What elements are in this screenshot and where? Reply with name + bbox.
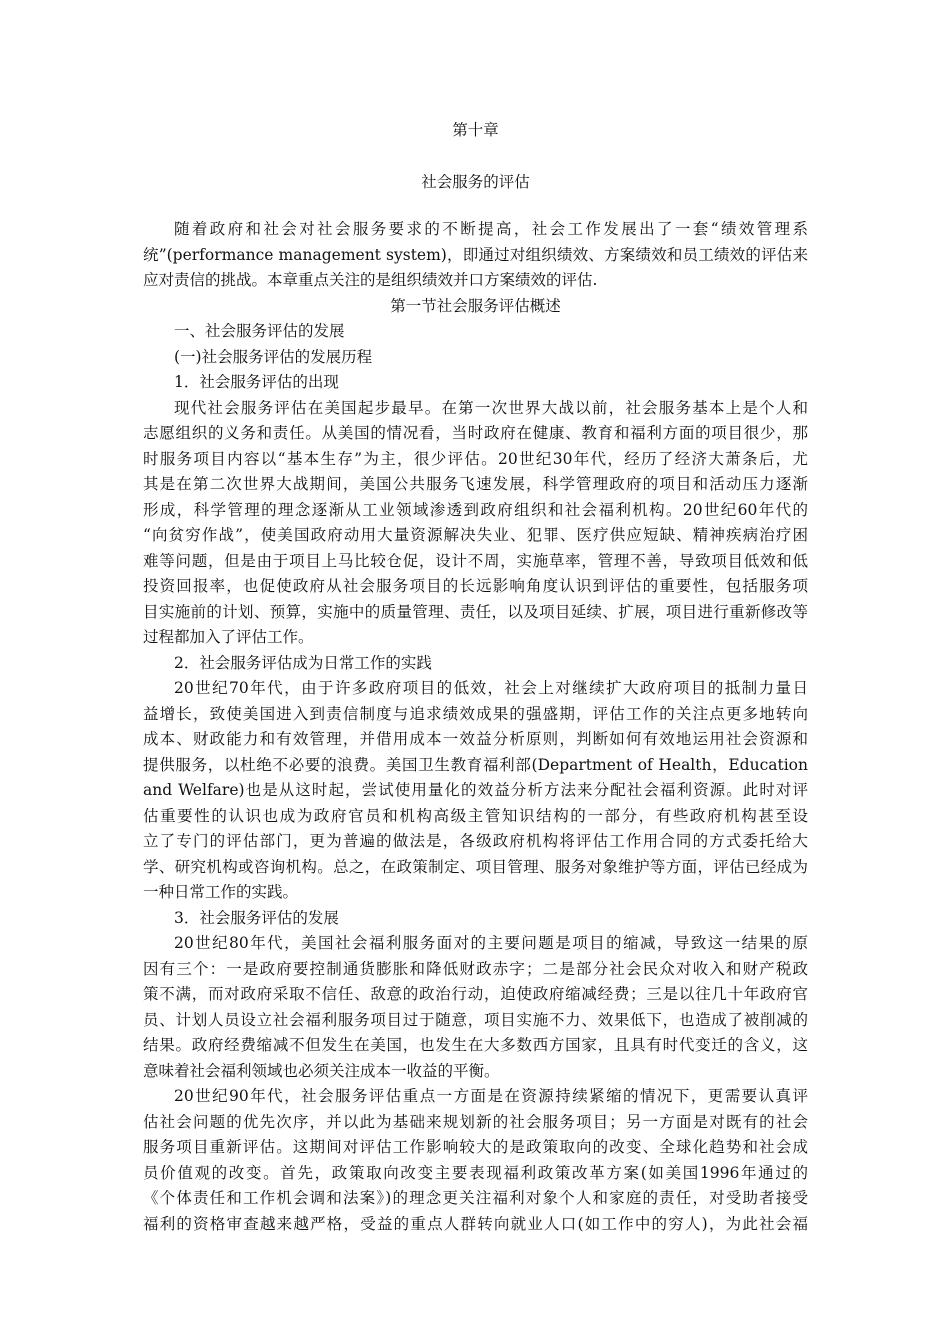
- paragraph-line: 员、计划人员设立社会福利服务项目过于随意，项目实施不力、效果低下，也造成了被削减的: [143, 1010, 808, 1029]
- heading-level-3: 2．社会服务评估成为日常工作的实践: [174, 653, 432, 672]
- paragraph-line: 益增长，致使美国进入到责信制度与追求绩效成果的强盛期，评估工作的关注点更多地转向: [143, 704, 808, 723]
- intro-line: 应对责信的挑战。本章重点关注的是组织绩效并口方案绩效的评估.: [143, 271, 598, 289]
- paragraph-line: 立了专门的评估部门，更为普遍的做法是，各级政府机构将评估工作用合同的方式委托给大: [143, 832, 808, 850]
- paragraph-line: 20世纪80年代，美国社会福利服务面对的主要问题是项目的缩减，导致这一结果的原: [174, 934, 808, 952]
- paragraph-line: “向贫穷作战”，使美国政府动用大量资源解决失业、犯罪、医疗供应短缺、精神疾病治疗困: [143, 526, 808, 544]
- body-paragraph: [143, 676, 808, 906]
- document-page: [143, 118, 808, 1237]
- paragraph-line: 员价值观的改变。首先，政策取向改变主要表现福利政策改革方案(如美国1996年通过的: [143, 1163, 808, 1182]
- chapter-label: 第十章: [452, 121, 499, 139]
- heading-level-1: 一、社会服务评估的发展: [174, 322, 345, 340]
- paragraph-line: 策不满，而对政府采取不信任、敌意的政治行动，迫使政府缩减经费；三是以往几十年政府官: [143, 985, 808, 1003]
- paragraph-line: 投资回报率，也促使政府从社会服务项目的长远影响角度认识到评估的重要性，包括服务项: [143, 577, 808, 595]
- heading-level-2: (一)社会服务评估的发展历程: [174, 347, 373, 366]
- intro-line: 统”(performance management system)，即通过对组织绩效、方案绩效和员工绩效的评估来: [143, 245, 808, 264]
- paragraph-line: 服务项目重新评估。这期间对评估工作影响较大的是政策取向的改变、全球化趋势和社会成: [143, 1138, 808, 1156]
- paragraph-line: 时服务项目内容以“基本生存”为主，很少评估。20世纪30年代，经历了经济大萧条后，尤: [143, 449, 808, 468]
- paragraph-line: 估重要性的认识也成为政府官员和机构高级主管知识结构的一部分，有些政府机构甚至设: [143, 806, 808, 825]
- paragraph-line: 20世纪70年代，由于许多政府项目的低效，社会上对继续扩大政府项目的抵制力量日: [174, 679, 808, 697]
- paragraph-line: 志愿组织的义务和责任。从美国的情况看，当时政府在健康、教育和福利方面的项目很少，那: [143, 424, 808, 442]
- section-title: 第一节社会服务评估概述: [390, 296, 561, 315]
- paragraph-line: 其是在第二次世界大战期间，美国公共服务飞速发展，科学管理政府的项目和活动压力逐渐: [143, 475, 808, 493]
- body-paragraph: [143, 396, 808, 651]
- paragraph-line: 意味着社会福利领域也必须关注成本一收益的平衡。: [143, 1061, 500, 1080]
- chapter-title: 社会服务的评估: [421, 172, 530, 191]
- paragraph-line: and Welfare)也是从这时起，尝试使用量化的效益分析方法来分配社会福利资源。此时对评: [143, 781, 808, 799]
- paragraph-line: 难等问题，但是由于项目上马比较仓促，设计不周，实施草率，管理不善，导致项目低效和低: [143, 551, 808, 570]
- paragraph-line: 形成，科学管理的理念逐渐从工业领域渗透到政府组织和社会福利机构。20世纪60年代的: [143, 500, 808, 519]
- heading-level-3: 1．社会服务评估的出现: [174, 373, 339, 391]
- paragraph-line: 结果。政府经费缩减不但发生在美国，也发生在大多数西方国家，且具有时代变迁的含义，这: [143, 1036, 808, 1054]
- paragraph-line: 《个体责任和工作机会调和法案》)的理念更关注福利对象个人和家庭的责任，对受助者接受: [143, 1189, 808, 1207]
- paragraph-line: 成本、财政能力和有效管理，并借用成本一效益分析原则，判断如何有效地运用社会资源和: [143, 730, 808, 748]
- intro-line: 随着政府和社会对社会服务要求的不断提高，社会工作发展出了一套“绩效管理系: [174, 220, 808, 238]
- paragraph-line: 提供服务，以杜绝不必要的浪费。美国卫生教育福利部(Department of Health，Education: [143, 755, 808, 774]
- paragraph-line: 目实施前的计划、预算，实施中的质量管理、责任，以及项目延续、扩展，项目进行重新修改等: [143, 602, 808, 621]
- paragraph-line: 现代社会服务评估在美国起步最早。在第一次世界大战以前，社会服务基本上是个人和: [174, 398, 808, 417]
- intro-paragraph: [143, 217, 808, 294]
- paragraph-line: 过程都加入了评估工作。: [143, 628, 314, 646]
- paragraph-line: 估社会问题的优先次序，并以此为基础来规划新的社会服务项目；另一方面是对既有的社会: [143, 1112, 808, 1131]
- paragraph-line: 学、研究机构或咨询机构。总之，在政策制定、项目管理、服务对象维护等方面，评估已经成为: [143, 857, 808, 876]
- body-paragraph: [143, 931, 808, 1084]
- paragraph-line: 福利的资格审查越来越严格，受益的重点人群转向就业人口(如工作中的穷人)，为此社会福: [143, 1214, 808, 1233]
- heading-level-3: 3．社会服务评估的发展: [174, 908, 339, 927]
- body-paragraph: [143, 1084, 808, 1237]
- paragraph-line: 因有三个：一是政府要控制通货膨胀和降低财政赤字；二是部分社会民众对收入和财产税政: [143, 959, 808, 978]
- paragraph-line: 20世纪90年代，社会服务评估重点一方面是在资源持续紧缩的情况下，更需要认真评: [174, 1087, 808, 1105]
- paragraph-line: 一种日常工作的实践。: [143, 883, 299, 901]
